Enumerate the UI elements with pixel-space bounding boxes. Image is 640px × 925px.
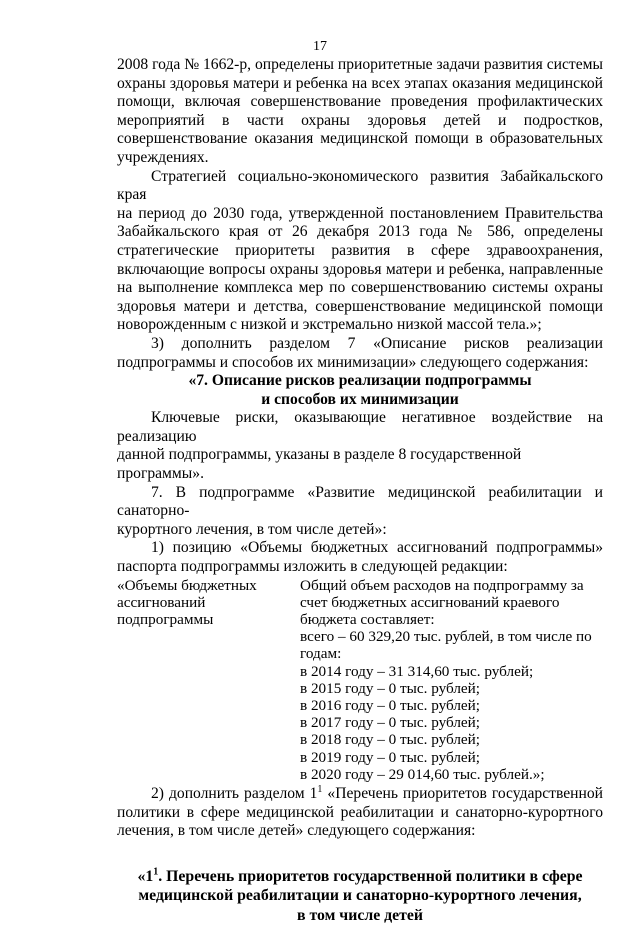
text-line: помощи, включая совершенствование проведения профилактических — [117, 93, 603, 111]
text-line: совершенствование оказания медицинской помощи в образовательных — [117, 130, 603, 148]
table-cell-line: ассигнований — [117, 593, 206, 611]
table-cell-line: в 2016 году – 0 тыс. рублей; — [300, 697, 481, 715]
table-cell-line: годам: — [300, 645, 342, 663]
table-cell-line: в 2015 году – 0 тыс. рублей; — [300, 679, 481, 697]
text-fragment: 2) дополнить разделом 1 — [151, 785, 318, 803]
text-line: новорожденным с низкой и экстремально низкой массой тела.»; — [117, 316, 542, 334]
heading-line: и способов их минимизации — [261, 390, 459, 408]
text-line — [117, 785, 603, 804]
paragraph-subprogram-7 — [117, 484, 603, 540]
table-cell-line: счет бюджетных ассигнований краевого — [300, 593, 560, 611]
table-cell-line: «Объемы бюджетных — [117, 576, 257, 594]
section-heading-7 — [117, 372, 603, 409]
page-number: 17 — [313, 39, 327, 54]
text-line: курортного лечения, в том числе детей»: — [117, 520, 387, 538]
document-body — [117, 56, 603, 925]
text-line: данной подпрограммы, указаны в разделе 8 государственной программы». — [117, 446, 522, 483]
text-line: стратегические приоритеты развития в сфере здравоохранения, — [117, 241, 603, 259]
text-line: учреждениях. — [117, 148, 209, 166]
text-line: подпрограммы и способов их минимизации» следующего содержания: — [117, 353, 589, 371]
table-cell-line: в 2019 году – 0 тыс. рублей; — [300, 748, 481, 766]
table-cell-line: в 2014 году – 31 314,60 тыс. рублей; — [300, 662, 534, 680]
paragraph-continuation — [117, 56, 603, 168]
paragraph-add-section-7 — [117, 335, 603, 372]
paragraph-strategy — [117, 168, 603, 335]
superscript: 1 — [153, 866, 159, 878]
heading-line — [117, 867, 603, 887]
budget-table-label — [117, 577, 300, 783]
text-line: мероприятий в части охраны здоровья детей и подростков, — [117, 111, 603, 129]
text-fragment: «1 — [137, 867, 154, 885]
text-line: Ключевые риски, оказывающие негативное воздействие на реализацию — [117, 409, 603, 445]
text-line: Забайкальского края от 26 декабря 2013 года № 586, определены — [117, 223, 603, 241]
section-heading-1-1 — [117, 867, 603, 925]
text-line: лечения, в том числе детей» следующего содержания: — [117, 822, 476, 840]
text-line: паспорта подпрограммы изложить в следующей редакции: — [117, 558, 508, 576]
budget-table-value — [300, 577, 603, 783]
text-line: Стратегией социально-экономического развития Забайкальского края — [117, 167, 603, 204]
heading-line: медицинской реабилитации и санаторно-курортного лечения, — [138, 887, 582, 905]
budget-table — [117, 577, 603, 783]
table-cell-line: бюджета составляет: — [300, 611, 435, 629]
heading-line: «7. Описание рисков реализации подпрограммы — [188, 372, 532, 390]
text-line: включающие вопросы охраны здоровья матери и ребенка, направленные — [117, 260, 603, 278]
text-line: 2008 года № 1662-р, определены приоритетные задачи развития системы — [117, 56, 603, 73]
text-line: на период до 2030 года, утвержденной постановлением Правительства — [117, 204, 603, 222]
text-line: на выполнение комплекса мер по совершенствованию системы охраны — [117, 279, 603, 297]
text-fragment: . Перечень приоритетов государственной политики в сфере — [158, 867, 583, 885]
text-line: политики в сфере медицинской реабилитации и санаторно-курортного — [117, 803, 603, 821]
table-cell-line: в 2020 году – 29 014,60 тыс. рублей.»; — [300, 765, 545, 783]
heading-line: в том числе детей — [296, 906, 424, 924]
text-fragment: «Перечень приоритетов государственной — [322, 785, 603, 803]
paragraph-add-section-1-1 — [117, 785, 603, 841]
text-line: 1) позицию «Объемы бюджетных ассигнований подпрограммы» — [151, 539, 603, 557]
table-cell-line: в 2017 году – 0 тыс. рублей; — [300, 714, 481, 732]
table-cell-line: Общий объем расходов на подпрограмму за — [300, 576, 584, 594]
table-cell-line: подпрограммы — [117, 611, 214, 629]
text-line: здоровья матери и детства, совершенствование медицинской помощи — [117, 297, 603, 315]
paragraph-key-risks — [117, 409, 603, 483]
text-line: 3) дополнить разделом 7 «Описание рисков реализации — [151, 334, 603, 352]
table-cell-line: в 2018 году – 0 тыс. рублей; — [300, 731, 481, 749]
superscript: 1 — [317, 783, 323, 795]
table-cell-line: всего – 60 329,20 тыс. рублей, в том числе по — [300, 628, 592, 646]
text-line: 7. В подпрограмме «Развитие медицинской реабилитации и санаторно- — [117, 483, 603, 520]
paragraph-budget-position — [117, 539, 603, 576]
text-line: охраны здоровья матери и ребенка на всех этапах оказания медицинской — [117, 74, 603, 92]
